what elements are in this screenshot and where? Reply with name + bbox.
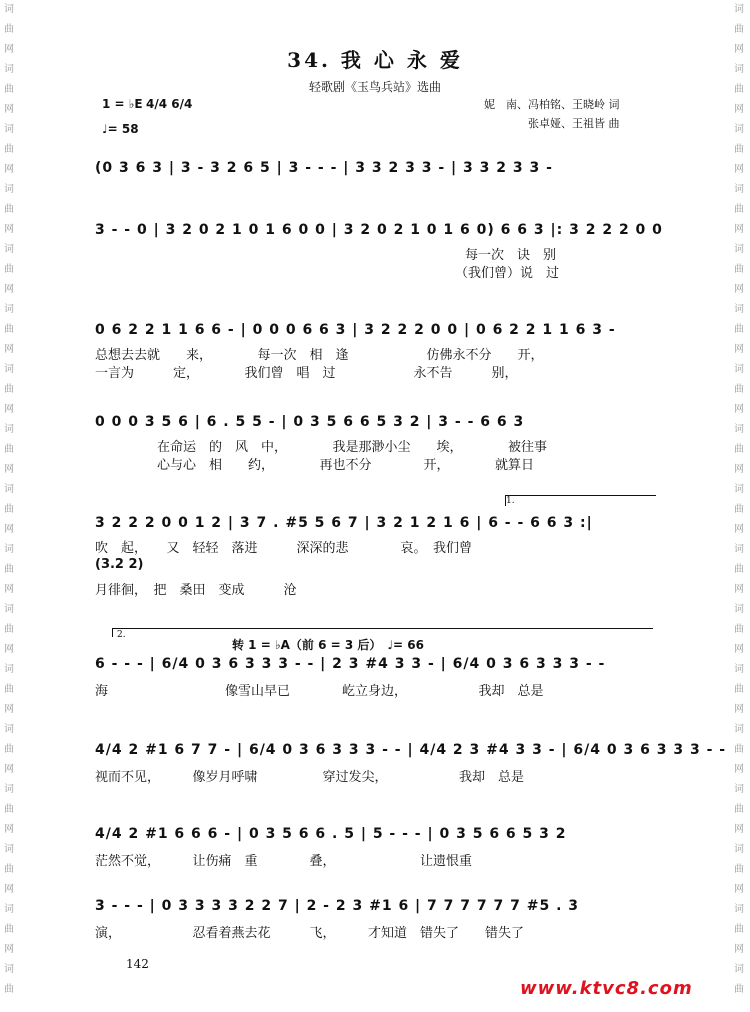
notation-line: 4/4 2 #1 6 6 6 - | 0 3 5 6 6 . 5 | 5 - - - | 0 3 5 6 6 5 3 2	[95, 826, 567, 842]
watermark-char: 词	[734, 784, 744, 795]
watermark-char: 网	[4, 224, 14, 235]
song-subtitle: 轻歌剧《玉鸟兵站》选曲	[308, 80, 441, 94]
watermark-char: 曲	[734, 864, 744, 875]
watermark-char: 词	[4, 604, 14, 615]
composer-credit: 张卓娅、王祖皆 曲	[528, 117, 620, 130]
lyric-verse-2: （我们曾）说 过	[455, 266, 560, 281]
watermark-char: 曲	[734, 144, 744, 155]
lyric-verse-1: 演， 忍看着燕去花 飞， 才知道 错失了 错失了	[95, 926, 525, 941]
watermark-char: 网	[4, 524, 14, 535]
watermark-char: 曲	[4, 264, 14, 275]
watermark-char: 曲	[4, 504, 14, 515]
notation-line: 4/4 2 #1 6 7 7 - | 6/4 0 3 6 3 3 3 - - | 4/4 2 3 #4 3 3 - | 6/4 0 3 6 3 3 3 - -	[95, 742, 727, 758]
watermark-char: 曲	[734, 804, 744, 815]
watermark-char: 词	[734, 604, 744, 615]
watermark-char: 词	[4, 724, 14, 735]
notation-line: 6 - - - | 6/4 0 3 6 3 3 3 - - | 2 3 #4 3 3 - | 6/4 0 3 6 3 3 3 - -	[95, 656, 606, 672]
watermark-char: 曲	[4, 984, 14, 995]
watermark-char: 词	[734, 724, 744, 735]
watermark-char: 网	[4, 704, 14, 715]
notation-line: 0 0 0 3 5 6 | 6 . 5 5 - | 0 3 5 6 6 5 3 2 | 3 - - 6 6 3	[95, 414, 525, 430]
site-watermark: www.ktvc8.com	[520, 978, 693, 999]
watermark-char: 网	[734, 404, 744, 415]
song-title: 34. 我 心 永 爱	[287, 48, 463, 72]
watermark-char: 曲	[4, 324, 14, 335]
watermark-char: 曲	[734, 504, 744, 515]
watermark-char: 网	[4, 584, 14, 595]
watermark-char: 网	[4, 884, 14, 895]
watermark-char: 曲	[4, 924, 14, 935]
lyric-verse-2: 心与心 相 约， 再也不分 开， 就算日	[157, 458, 535, 473]
lyric-verse-1: 视而不见， 像岁月呼啸 穿过发尖， 我却 总是	[95, 770, 525, 785]
watermark-char: 词	[4, 124, 14, 135]
watermark-char: 网	[4, 824, 14, 835]
watermark-char: 曲	[4, 384, 14, 395]
lyric-verse-2: 月徘徊， 把 桑田 变成 沧	[95, 583, 297, 598]
watermark-char: 网	[4, 944, 14, 955]
watermark-char: 曲	[4, 204, 14, 215]
watermark-char: 词	[4, 184, 14, 195]
lyric-verse-1: 每一次 诀 别	[465, 248, 557, 263]
watermark-char: 网	[734, 524, 744, 535]
watermark-char: 词	[4, 784, 14, 795]
watermark-column-left	[0, 0, 18, 1012]
watermark-char: 曲	[4, 84, 14, 95]
watermark-char: 词	[734, 4, 744, 15]
watermark-char: 网	[4, 104, 14, 115]
watermark-char: 词	[734, 424, 744, 435]
watermark-char: 网	[734, 824, 744, 835]
lyric-verse-1: 在命运 的 风 中， 我是那渺小尘 埃， 被往事	[157, 440, 548, 455]
watermark-char: 曲	[734, 204, 744, 215]
lyric-verse-2: 一言为 定， 我们曾 唱 过 永不告 别，	[95, 366, 518, 381]
key-signature: 1 = ♭E	[102, 97, 143, 111]
watermark-char: 词	[4, 964, 14, 975]
lyric-verse-1: 总想去去就 来， 每一次 相 逢 仿佛永不分 开，	[95, 348, 544, 363]
watermark-char: 词	[734, 544, 744, 555]
watermark-char: 网	[4, 644, 14, 655]
first-ending-bracket	[505, 495, 656, 506]
lyricist-credit: 妮 南、冯柏铭、王晓岭 词	[484, 98, 620, 111]
watermark-char: 网	[4, 764, 14, 775]
notation-line: (0 3 6 3 | 3 - 3 2 6 5 | 3 - - - | 3 3 2 3 3 - | 3 3 2 3 3 -	[95, 160, 553, 176]
watermark-char: 曲	[734, 264, 744, 275]
watermark-char: 词	[734, 244, 744, 255]
watermark-char: 网	[734, 644, 744, 655]
watermark-char: 曲	[4, 804, 14, 815]
watermark-char: 词	[734, 364, 744, 375]
watermark-char: 词	[734, 964, 744, 975]
watermark-char: 曲	[734, 744, 744, 755]
watermark-char: 曲	[4, 144, 14, 155]
watermark-char: 网	[734, 584, 744, 595]
watermark-char: 曲	[734, 24, 744, 35]
watermark-char: 网	[734, 464, 744, 475]
lyric-verse-1: 海 像雪山早已 屹立身边， 我却 总是	[95, 684, 544, 699]
lyric-verse-1: 吹 起， 又 轻轻 落进 深深的悲 哀。 我们曾	[95, 541, 473, 556]
watermark-char: 词	[4, 244, 14, 255]
notation-line: 3 - - - | 0 3 3 3 3 2 2 7 | 2 - 2 3 #1 6 | 7 7 7 7 7 7 #5 . 3	[95, 898, 580, 914]
modulation-marking: 转 1 = ♭A（前 6 = 3 后） ♩= 66	[232, 638, 424, 652]
watermark-char: 词	[734, 184, 744, 195]
watermark-char: 曲	[734, 564, 744, 575]
watermark-char: 曲	[734, 624, 744, 635]
page-number: 142	[126, 957, 149, 971]
watermark-char: 词	[734, 124, 744, 135]
watermark-char: 词	[4, 364, 14, 375]
watermark-char: 词	[4, 664, 14, 675]
lyric-verse-1: 茫然不觉， 让伤痛 重 叠， 让遗恨重	[95, 854, 473, 869]
watermark-char: 词	[734, 64, 744, 75]
watermark-char: 词	[4, 424, 14, 435]
watermark-char: 词	[734, 904, 744, 915]
watermark-char: 网	[734, 104, 744, 115]
ending-label: 2.	[117, 630, 126, 640]
watermark-char: 曲	[734, 984, 744, 995]
watermark-char: 曲	[4, 444, 14, 455]
watermark-char: 曲	[734, 684, 744, 695]
watermark-char: 词	[4, 4, 14, 15]
watermark-char: 网	[4, 44, 14, 55]
watermark-char: 曲	[4, 864, 14, 875]
watermark-char: 网	[4, 344, 14, 355]
watermark-char: 词	[734, 664, 744, 675]
watermark-char: 网	[734, 704, 744, 715]
watermark-char: 曲	[734, 384, 744, 395]
watermark-char: 词	[734, 484, 744, 495]
time-signature: 4/4 6/4	[146, 97, 193, 111]
watermark-char: 网	[4, 464, 14, 475]
watermark-char: 曲	[4, 624, 14, 635]
watermark-char: 网	[4, 404, 14, 415]
watermark-char: 网	[734, 764, 744, 775]
watermark-char: 曲	[734, 924, 744, 935]
watermark-char: 词	[734, 844, 744, 855]
ending-label: 1.	[506, 496, 515, 506]
watermark-char: 词	[4, 64, 14, 75]
watermark-char: 网	[734, 284, 744, 295]
watermark-char: 网	[734, 944, 744, 955]
watermark-char: 曲	[734, 324, 744, 335]
watermark-char: 曲	[4, 564, 14, 575]
watermark-char: 词	[4, 304, 14, 315]
watermark-char: 词	[734, 304, 744, 315]
notation-line: 0 6 2 2 1 1 6 6 - | 0 0 0 6 6 3 | 3 2 2 2 0 0 | 0 6 2 2 1 1 6 3 -	[95, 322, 616, 338]
watermark-char: 词	[4, 904, 14, 915]
watermark-char: 网	[734, 344, 744, 355]
watermark-char: 曲	[734, 84, 744, 95]
watermark-char: 词	[4, 844, 14, 855]
tempo-marking: ♩= 58	[102, 122, 139, 136]
watermark-char: 网	[734, 224, 744, 235]
watermark-char: 网	[734, 44, 744, 55]
watermark-char: 曲	[4, 744, 14, 755]
watermark-char: 网	[734, 164, 744, 175]
watermark-char: 曲	[4, 684, 14, 695]
watermark-char: 网	[734, 884, 744, 895]
watermark-char: 网	[4, 284, 14, 295]
watermark-char: 曲	[734, 444, 744, 455]
watermark-char: 网	[4, 164, 14, 175]
watermark-char: 词	[4, 484, 14, 495]
notation-line: 3 2 2 2 0 0 1 2 | 3 7 . #5 5 6 7 | 3 2 1 2 1 6 | 6 - - 6 6 3 :|	[95, 515, 593, 531]
watermark-char: 词	[4, 544, 14, 555]
alternate-notes: (3.2 2)	[95, 557, 144, 572]
watermark-column-right	[730, 0, 748, 1012]
watermark-char: 曲	[4, 24, 14, 35]
notation-line: 3 - - 0 | 3 2 0 2 1 0 1 6 0 0 | 3 2 0 2 1 0 1 6 0) 6 6 3 |: 3 2 2 2 0 0	[95, 222, 663, 238]
